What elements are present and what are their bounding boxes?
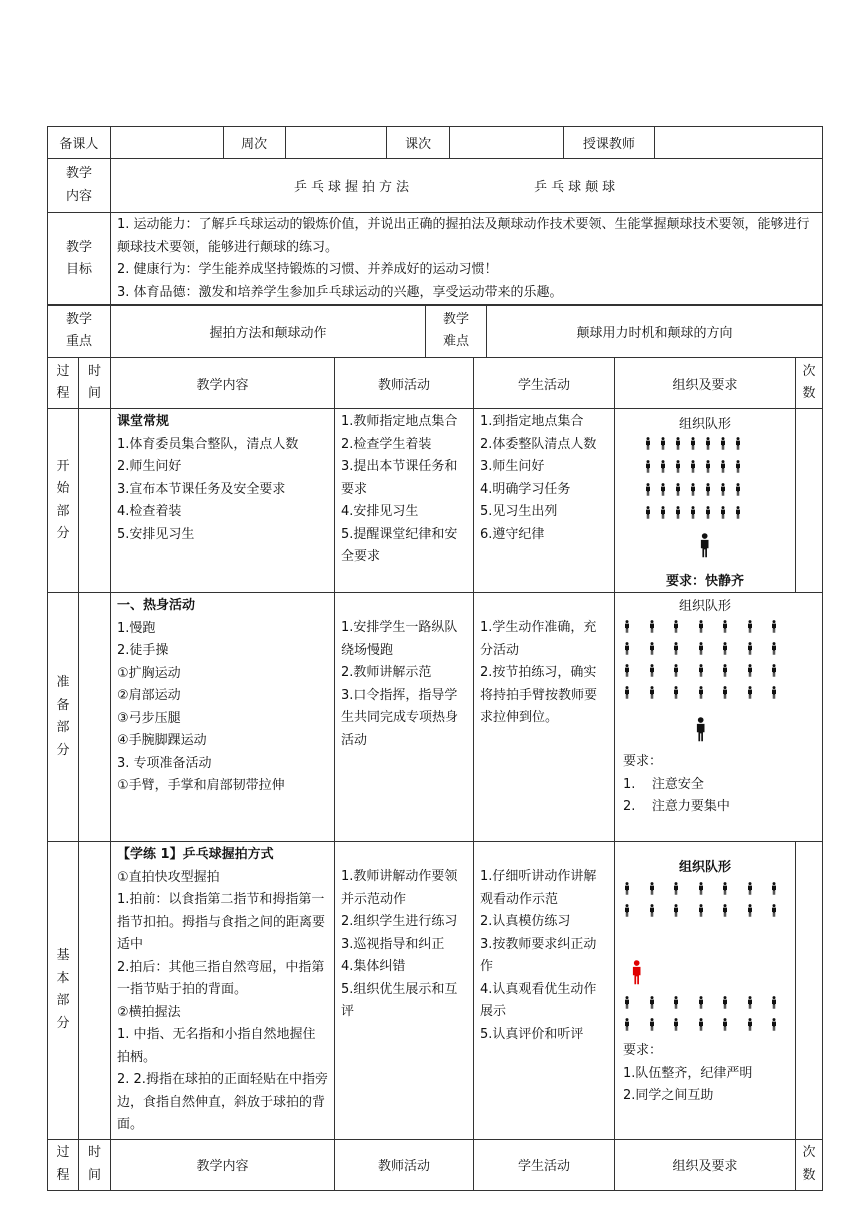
content-basic-title: 【学练 1】乒乓球握拍方式: [117, 847, 274, 862]
teacher-prep-line: 1.安排学生一路纵队绕场慢跑: [341, 620, 458, 658]
student-marker-icon: [624, 620, 630, 633]
student-marker-icon: [722, 686, 728, 699]
teacher-start-line: 3.提出本节课任务和要求: [341, 459, 458, 497]
teacher-start: [335, 409, 474, 593]
student-marker-icon: [649, 904, 655, 917]
student-marker-icon: [771, 904, 777, 917]
key-label-text: 教学重点: [65, 311, 92, 349]
student-marker-icon: [747, 882, 753, 895]
teacher-marker-icon: [699, 533, 710, 558]
student-marker-icon: [720, 506, 726, 519]
content-basic-line: 2.拍后：其他三指自然弯屈，中指第一指节贴于拍的背面。: [117, 959, 325, 997]
student-start-line: 1.到指定地点集合: [480, 414, 584, 429]
diff-label: [426, 305, 487, 358]
student-marker-icon: [645, 483, 651, 496]
student-marker-icon: [649, 664, 655, 677]
student-marker-icon: [705, 437, 711, 450]
student-marker-icon: [624, 904, 630, 917]
goals-table: [47, 212, 823, 306]
student-marker-icon: [624, 686, 630, 699]
content-start-line: 1.体育委员集合整队，清点人数: [117, 436, 299, 452]
content-prep-line: 1.慢跑: [117, 620, 156, 636]
teacher-basic-line: 1.教师讲解动作要领并示范动作: [341, 869, 458, 907]
student-marker-icon: [673, 686, 679, 699]
student-marker-icon: [673, 882, 679, 895]
column-header-row: [48, 358, 823, 409]
student-marker-icon: [649, 1018, 655, 1031]
student-marker-icon: [624, 664, 630, 677]
col-time: [79, 1139, 111, 1190]
teacher-marker-icon: [631, 960, 642, 985]
student-marker-icon: [698, 904, 704, 917]
col-content: 教学内容: [111, 1139, 335, 1190]
student-marker-icon: [624, 882, 630, 895]
teacher-prep-line: 2.教师讲解示范: [341, 665, 432, 680]
content-basic: [111, 842, 335, 1140]
student-marker-icon: [771, 642, 777, 655]
teacher-start-line: 1.教师指定地点集合: [341, 414, 458, 429]
phase-prep-text: 准备部分: [56, 675, 70, 758]
col-time: [79, 358, 111, 409]
time-basic[interactable]: [79, 842, 111, 1140]
key-value: 握拍方法和颠球动作: [111, 305, 426, 358]
student-marker-icon: [722, 1018, 728, 1031]
content-prep-line: 3. 专项准备活动: [117, 755, 212, 771]
content-item-1: 乒乓球握拍方法: [294, 180, 414, 195]
phase-basic: [48, 842, 79, 1140]
student-basic: [474, 842, 615, 1140]
section-basic-row: [48, 842, 823, 1140]
col-student: 学生活动: [474, 1139, 615, 1190]
teacher-basic-line: 4.集体纠错: [341, 959, 406, 974]
student-marker-icon: [722, 996, 728, 1009]
student-marker-icon: [720, 483, 726, 496]
content-basic-line: 2. 2.拇指在球拍的正面轻贴在中指旁边，食指自然伸直，斜放于球拍的背面。: [117, 1072, 328, 1132]
org-start-requirement: 要求：快静齐: [665, 574, 744, 589]
student-marker-icon: [690, 460, 696, 473]
col-teacher: 教师活动: [335, 1139, 474, 1190]
student-marker-icon: [673, 620, 679, 633]
col-phase-text: 过程: [56, 363, 70, 401]
teacher-basic-line: 3.巡视指导和纠正: [341, 936, 445, 952]
org-prep-req-line: 2. 注意力要集中: [623, 799, 730, 814]
key-label: [48, 305, 111, 358]
student-marker-icon: [735, 437, 741, 450]
header-table: [47, 126, 823, 159]
student-marker-icon: [747, 664, 753, 677]
teacher-basic-line: 5.组织优生展示和互评: [341, 981, 458, 1019]
student-marker-icon: [645, 506, 651, 519]
student-marker-icon: [771, 882, 777, 895]
student-marker-icon: [735, 483, 741, 496]
content-start-title: 课堂常规: [117, 414, 170, 429]
student-marker-icon: [660, 506, 666, 519]
content-basic-line: 1. 中指、无名指和小指自然地握住拍柄。: [117, 1027, 316, 1065]
student-prep-line: 1.学生动作准确，充分活动: [480, 620, 597, 658]
content-prep-line: ②肩部运动: [117, 688, 181, 703]
col-count-text: 次数: [802, 1145, 816, 1183]
content-basic-line: ①直拍快攻型握拍: [117, 869, 220, 885]
student-marker-icon: [771, 1018, 777, 1031]
student-marker-icon: [624, 642, 630, 655]
student-marker-icon: [705, 460, 711, 473]
student-marker-icon: [673, 642, 679, 655]
content-prep-line: ①手臂，手掌和肩部韧带拉伸: [117, 778, 285, 793]
org-prep-req-line: 1. 注意安全: [623, 776, 704, 792]
student-marker-icon: [722, 642, 728, 655]
student-marker-icon: [722, 882, 728, 895]
student-basic-line: 1.仔细听讲动作讲解观看动作示范: [480, 869, 597, 907]
org-basic: [615, 842, 796, 1140]
content-prep-title: 一、热身活动: [117, 598, 196, 613]
student-basic-line: 5.认真评价和听评: [480, 1026, 584, 1042]
student-marker-icon: [649, 996, 655, 1009]
student-marker-icon: [698, 642, 704, 655]
content-start-line: 4.检查着装: [117, 504, 182, 519]
student-marker-icon: [690, 483, 696, 496]
org-start: [615, 409, 796, 593]
preparer-value[interactable]: [110, 127, 223, 159]
org-prep-requirements: [623, 751, 730, 819]
student-marker-icon: [698, 1018, 704, 1031]
student-marker-icon: [720, 437, 726, 450]
content-items: [111, 159, 823, 213]
student-start-line: 6.遵守纪律: [480, 526, 545, 542]
preparer-label: 备课人: [48, 127, 111, 159]
student-marker-icon: [698, 686, 704, 699]
phase-basic-text: 基本部分: [56, 948, 70, 1031]
col-count-text: 次数: [802, 363, 816, 401]
org-basic-title: 组织队形: [678, 860, 731, 875]
content-label-text: 教学内容: [65, 166, 92, 204]
student-marker-icon: [735, 460, 741, 473]
student-marker-icon: [645, 460, 651, 473]
org-basic-req-line: 2.同学之间互助: [623, 1088, 714, 1103]
student-marker-icon: [649, 642, 655, 655]
goal-line-1: 1. 运动能力：了解乒乓球运动的锻炼价值，并说出正确的握拍法及颠球动作技术要领、生能掌握颠球技术要领，能够进行颠球技术要领，能够进行颠球的练习。: [117, 217, 810, 255]
keypoints-table: [47, 304, 823, 358]
student-marker-icon: [747, 904, 753, 917]
section-start-row: [48, 409, 823, 593]
teacher-label: 授课教师: [563, 127, 654, 159]
student-marker-icon: [675, 460, 681, 473]
org-start-title: 组织队形: [678, 417, 731, 432]
student-marker-icon: [649, 620, 655, 633]
student-marker-icon: [675, 437, 681, 450]
content-label: [48, 159, 111, 213]
goals-label: [48, 213, 111, 306]
content-basic-line: ②横拍握法: [117, 1004, 181, 1020]
lesson-value[interactable]: [450, 127, 563, 159]
student-marker-icon: [698, 996, 704, 1009]
phase-start-text: 开始部分: [56, 458, 70, 541]
student-marker-icon: [690, 506, 696, 519]
student-marker-icon: [675, 483, 681, 496]
content-prep-line: 2.徒手操: [117, 643, 169, 658]
org-basic-req-title: 要求：: [623, 1043, 663, 1058]
student-marker-icon: [690, 437, 696, 450]
teacher-figure-icon: [695, 717, 706, 746]
count-start[interactable]: [796, 409, 823, 593]
student-marker-icon: [747, 996, 753, 1009]
student-marker-icon: [673, 996, 679, 1009]
teacher-marker-icon: [695, 717, 706, 742]
student-marker-icon: [645, 437, 651, 450]
student-start-line: 3.师生问好: [480, 459, 545, 474]
student-start-line: 5.见习生出列: [480, 504, 558, 519]
col-phase: [48, 1139, 79, 1190]
content-prep: [111, 593, 335, 842]
student-marker-icon: [624, 1018, 630, 1031]
col-time-text: 时间: [87, 1145, 101, 1183]
org-basic-req-line: 1.队伍整齐，纪律严明: [623, 1065, 753, 1081]
student-marker-icon: [747, 620, 753, 633]
week-value[interactable]: [285, 127, 386, 159]
lesson-label: 课次: [386, 127, 450, 159]
goals-label-text: 教学目标: [65, 239, 92, 277]
student-marker-icon: [722, 904, 728, 917]
student-prep: [474, 593, 615, 842]
student-basic-line: 2.认真模仿练习: [480, 914, 571, 929]
col-phase: [48, 358, 79, 409]
goal-line-3: 3. 体育品德：激发和培养学生参加乒乓球运动的兴趣，享受运动带来的乐趣。: [117, 284, 563, 300]
student-marker-icon: [698, 620, 704, 633]
student-basic-line: 4.认真观看优生动作展示: [480, 981, 597, 1019]
col-time-text: 时间: [87, 363, 101, 401]
student-marker-icon: [660, 437, 666, 450]
time-prep[interactable]: [79, 593, 111, 842]
student-marker-icon: [705, 483, 711, 496]
teacher-prep-line: 3.口令指挥，指导学生共同完成专项热身活动: [341, 687, 459, 748]
col-org: 组织及要求: [615, 358, 796, 409]
student-marker-icon: [720, 460, 726, 473]
student-start: [474, 409, 615, 593]
teacher-start-line: 4.安排见习生: [341, 504, 419, 519]
org-basic-requirements: [623, 1040, 752, 1108]
student-marker-icon: [747, 642, 753, 655]
student-marker-icon: [660, 483, 666, 496]
week-label: 周次: [223, 127, 285, 159]
col-count: [796, 1139, 823, 1190]
diff-label-text: 教学难点: [442, 311, 469, 349]
org-prep: [615, 593, 823, 842]
org-prep-title: 组织队形: [678, 599, 731, 614]
process-table: [47, 357, 823, 1191]
teacher-basic: [335, 842, 474, 1140]
student-marker-icon: [771, 664, 777, 677]
col-teacher: 教师活动: [335, 358, 474, 409]
content-start-line: 2.师生问好: [117, 459, 182, 474]
teacher-basic-line: 2.组织学生进行练习: [341, 914, 458, 929]
section-prep-row: [48, 593, 823, 842]
student-marker-icon: [660, 460, 666, 473]
student-marker-icon: [705, 506, 711, 519]
content-start-line: 3.宣布本节课任务及安全要求: [117, 481, 286, 497]
phase-prep: [48, 593, 79, 842]
col-content: 教学内容: [111, 358, 335, 409]
student-marker-icon: [722, 620, 728, 633]
student-marker-icon: [722, 664, 728, 677]
student-basic-line: 3.按教师要求纠正动作: [480, 936, 597, 974]
student-marker-icon: [771, 686, 777, 699]
org-prep-req-title: 要求：: [623, 754, 663, 769]
student-marker-icon: [747, 1018, 753, 1031]
content-prep-line: ①扩胸运动: [117, 665, 181, 681]
time-start[interactable]: [79, 409, 111, 593]
content-start: [111, 409, 335, 593]
student-marker-icon: [673, 664, 679, 677]
content-table: [47, 158, 823, 213]
student-marker-icon: [673, 1018, 679, 1031]
content-prep-line: ③弓步压腿: [117, 710, 181, 726]
col-org: 组织及要求: [615, 1139, 796, 1190]
teacher-prep: [335, 593, 474, 842]
student-prep-line: 2.按节拍练习，确实将持拍手臂按教师要求拉伸到位。: [480, 665, 598, 725]
student-marker-icon: [698, 882, 704, 895]
teacher-value[interactable]: [655, 127, 823, 159]
student-marker-icon: [624, 996, 630, 1009]
goal-line-2: 2. 健康行为：学生能养成坚持锻炼的习惯、并养成好的运动习惯！: [117, 262, 498, 277]
col-student: 学生活动: [474, 358, 615, 409]
column-header-row-repeat: [48, 1139, 823, 1190]
teacher-figure-icon: [631, 960, 642, 989]
content-start-line: 5.安排见习生: [117, 526, 195, 542]
student-marker-icon: [771, 620, 777, 633]
student-marker-icon: [673, 904, 679, 917]
teacher-start-line: 2.检查学生着装: [341, 436, 432, 452]
count-basic[interactable]: [796, 842, 823, 1140]
student-marker-icon: [771, 996, 777, 1009]
student-marker-icon: [675, 506, 681, 519]
content-prep-line: ④手腕脚踝运动: [117, 733, 207, 748]
student-marker-icon: [649, 882, 655, 895]
content-item-2: 乒乓球颠球: [534, 180, 620, 195]
student-start-line: 2.体委整队清点人数: [480, 436, 597, 452]
col-phase-text: 过程: [56, 1145, 70, 1183]
content-basic-line: 1.拍前：以食指第二指节和拇指第一指节扣拍。拇指与食指之间的距离要适中: [117, 892, 326, 952]
teacher-start-line: 5.提醒课堂纪律和安全要求: [341, 526, 458, 564]
student-start-line: 4.明确学习任务: [480, 481, 571, 497]
student-marker-icon: [735, 506, 741, 519]
goals-lines: [111, 213, 823, 306]
student-marker-icon: [747, 686, 753, 699]
student-marker-icon: [698, 664, 704, 677]
diff-value: 颠球用力时机和颠球的方向: [487, 305, 823, 358]
col-count: [796, 358, 823, 409]
student-marker-icon: [649, 686, 655, 699]
teacher-figure-icon: [699, 533, 710, 562]
phase-start: [48, 409, 79, 593]
